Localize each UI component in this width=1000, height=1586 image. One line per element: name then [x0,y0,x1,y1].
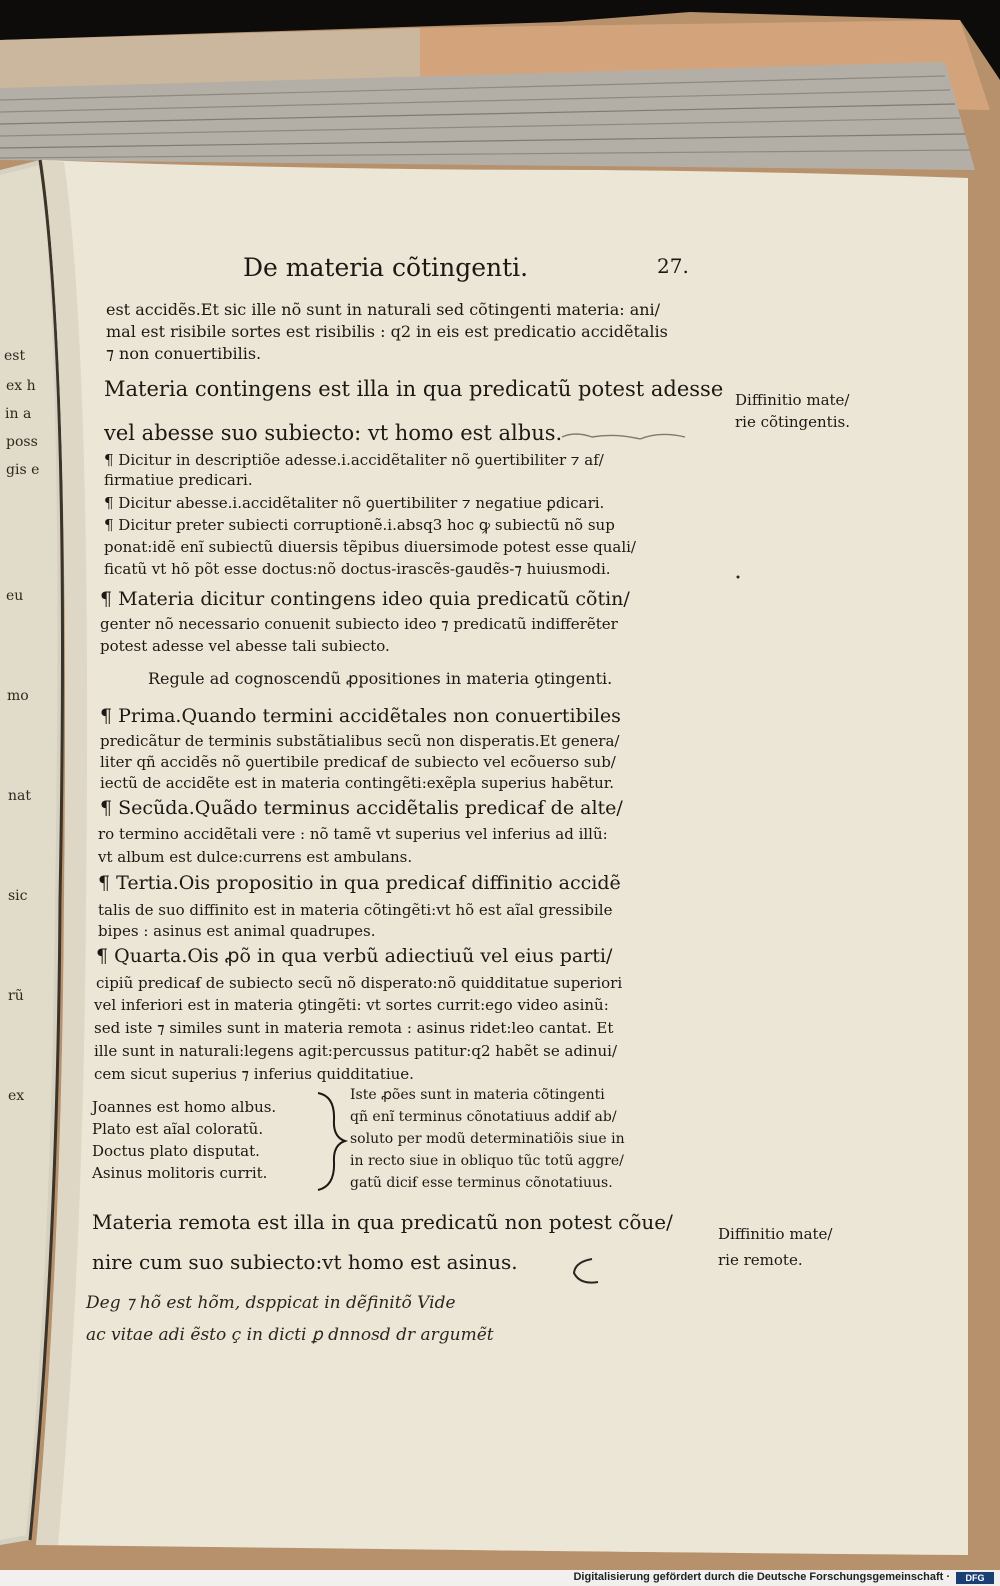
text-line: ¶ Dicitur in descriptiõe adesse.i.accidẽtaliter nõ ꝯuertibiliter ⁊ af/ [104,451,604,469]
example-line: Joannes est homo albus. [92,1098,277,1116]
text-line: potest adesse vel abesse tali subiecto. [100,637,390,655]
text-line: iectũ de accidẽte est in materia contingẽti:exẽpla superius habẽtur. [100,774,615,792]
handwritten-note: Deg ⁊ hõ est hõm, dsppicat in dẽfinitõ Vide [86,1293,456,1313]
text-line: cem sicut superius ⁊ inferius quidditatiue. [94,1065,414,1083]
margin-note: rie cõtingentis. [735,413,850,431]
text-line: ille sunt in naturali:legens agit:percussus patitur:q2 habẽt se adinui/ [94,1042,618,1060]
example-note: gatũ diciẜ esse terminus cõnotatiuus. [350,1175,613,1191]
text-line: bipes : asinus est animal quadrupes. [98,922,376,940]
handwritten-note: ac vitae adi ẽsto ç in dicti ꝑ dnnosd dr argumẽt [86,1325,494,1345]
svg-text:ex: ex [8,1088,25,1104]
svg-text:eu: eu [6,588,24,604]
text-line: mal est risibile sortes est risibilis : q2 in eis est predicatio accidẽtalis [106,322,668,341]
rule-line: ¶ Secũda.Quãdo terminus accidẽtalis predicaẜ de alte/ [100,797,623,819]
svg-text:sic: sic [8,888,28,904]
definition-line: Materia remota est illa in qua predicatũ non potest cõue/ [92,1210,673,1234]
rule-line: ¶ Tertia.Ois propositio in qua predicaẜ diffinitio accidẽ [98,872,621,894]
section-heading: Regule ad cognoscendũ ꝓpositiones in materia ꝯtingenti. [148,669,613,688]
rule-line: ¶ Prima.Quando termini accidẽtales non conuertibiles [100,705,621,727]
text-line: ficatũ vt hõ põt esse doctus:nõ doctus-irascẽs-gaudẽs-⁊ huiusmodi. [104,560,611,578]
running-title: De materia cõtingenti. [243,253,529,282]
text-line: est accidẽs.Et sic ille nõ sunt in naturali sed cõtingenti materia: ani/ [106,300,661,319]
svg-text:in a: in a [5,406,32,422]
folio-number: 27. [657,254,689,278]
text-line: vel inferiori est in materia ꝯtingẽti: vt sortes currit:ego video asinũ: [94,996,609,1014]
margin-note: Diffinitio mate/ [735,391,850,409]
footer-credit: Digitalisierung gefördert durch die Deutsche Forschungsgemeinschaft · [573,1571,950,1583]
dfg-logo: DFG [956,1572,994,1584]
text-line: ponat:idẽ enĩ subiectũ diuersis tẽpibus diuersimode potest esse quali/ [104,538,636,556]
margin-note: rie remote. [718,1251,803,1269]
svg-text:mo: mo [7,688,29,704]
text-line: ro termino accidẽtali vere : nõ tamẽ vt superius vel inferius ad illũ: [98,825,608,843]
example-line: Doctus plato disputat. [92,1142,260,1160]
text-line: liter qñ accidẽs nõ ꝯuertibile predicaẜ de subiecto vel ecõuerso sub/ [100,753,616,771]
example-note: qñ enĩ terminus cõnotatiuus addiẜ ab/ [350,1109,617,1125]
example-line: Plato est aĩal coloratũ. [92,1120,264,1138]
text-line: sed iste ⁊ similes sunt in materia remota : asinus ridet:leo cantat. Et [94,1019,614,1037]
definition-line: vel abesse suo subiecto: vt homo est albus. [104,421,563,445]
example-line: Asinus molitoris currit. [92,1164,268,1182]
definition-line: nire cum suo subiecto:vt homo est asinus. [92,1250,518,1274]
text-line: ¶ Materia dicitur contingens ideo quia predicatũ cõtin/ [100,588,630,610]
text-line: ⁊ non conuertibilis. [106,344,262,363]
text-line: predicãtur de terminis substãtialibus secũ non disperatis.Et genera/ [100,732,620,750]
margin-note: Diffinitio mate/ [718,1225,833,1243]
svg-text:nat: nat [8,788,31,804]
definition-line: Materia contingens est illa in qua predicatũ potest adesse [104,377,724,401]
example-note: in recto siue in obliquo tũc totũ aggre/ [350,1153,624,1169]
svg-text:poss: poss [6,434,38,450]
text-line: cipiũ predicaẜ de subiecto secũ nõ disperato:nõ quidditatue superiori [96,974,623,992]
text-line: talis de suo diffinito est in materia cõtingẽti:vt hõ est aĩal gressibile [98,901,613,919]
svg-text:gis e: gis e [6,462,40,478]
example-note: soluto per modũ determinatiõis siue in [350,1131,625,1147]
text-line: genter nõ necessario conuenit subiecto ideo ⁊ predicatũ indifferẽter [100,615,618,633]
rule-line: ¶ Quarta.Ois ꝓõ in qua verbũ adiectiuũ vel eius parti/ [96,945,613,967]
example-note: Iste ꝓões sunt in materia cõtingenti [350,1087,605,1103]
text-line: vt album est dulce:currens est ambulans. [98,848,413,866]
text-line: ¶ Dicitur abesse.i.accidẽtaliter nõ ꝯuertibiliter ⁊ negatiue ꝑdicari. [104,494,605,512]
svg-text:ex h: ex h [6,378,36,394]
text-line: firmatiue predicari. [104,471,253,489]
svg-text:est: est [4,348,26,364]
svg-text:rũ: rũ [8,988,24,1004]
footer-bar [0,1570,1000,1586]
text-line: ¶ Dicitur preter subiecti corruptionẽ.i.absq3 hoc ꝙ subiectũ nõ sup [104,516,615,534]
